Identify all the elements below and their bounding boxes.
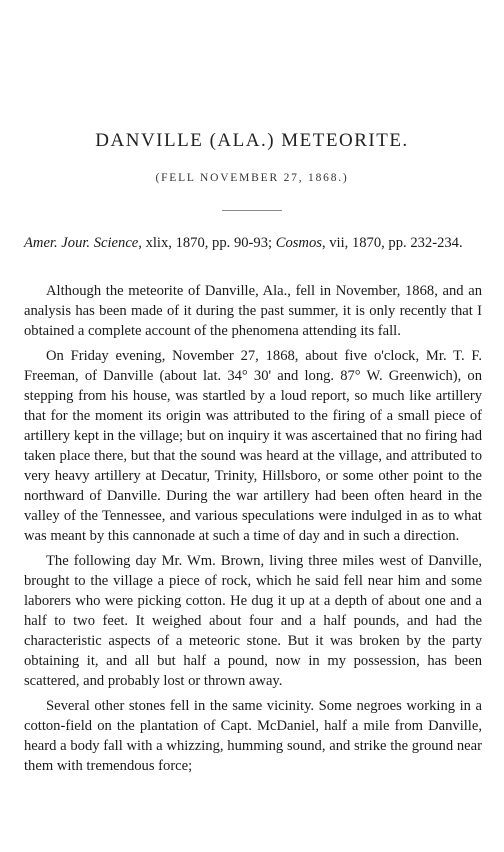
- paragraph: On Friday evening, November 27, 1868, about five o'clock, Mr. T. F. Freeman, of Danville (about lat. 34° 30' and long. 87° W. Greenwich), on stepping from his house, was startled by a loud report, so much like artillery that for the moment its origin was attributed to the firing of a small piece of artillery kept in the village; but on inquiry it was ascertained that no firing had taken place there, but that the sound was heard at the village, and attributed to very heavy artillery at Decatur, Trinity, Hillsboro, or some other point to the northward of Danville. During the war artillery had been often heard in the valley of the Tennessee, and various speculations were indulged in as to what was meant by this cannonade at such a time of day and in such a direction.: [24, 348, 482, 544]
- paragraph: Although the meteorite of Danville, Ala., fell in November, 1868, and an analysis has been made of it during the past summer, it is only recently that I obtained a complete account of the phenomena attending its fall.: [24, 283, 482, 339]
- page-subtitle: (FELL NOVEMBER 27, 1868.): [155, 172, 349, 184]
- citation: [24, 233, 482, 253]
- paragraph: Several other stones fell in the same vicinity. Some negroes working in a cotton-field on the plantation of Capt. McDaniel, half a mile from Danville, heard a body fall with a whizzing, humming sound, and strike the ground near them with tremendous force;: [24, 698, 482, 774]
- citation-ref-2: , vii, 1870, pp. 232-234.: [321, 235, 463, 251]
- divider-rule: [222, 210, 282, 211]
- paragraph: The following day Mr. Wm. Brown, living three miles west of Danville, brought to the village a piece of rock, which he said fell near him and some laborers who were picking cotton. He dug it up at a depth of about one and a half to two feet. It weighed about four and a half pounds, and had the characteristic aspects of a meteoric stone. But it was broken by the party obtaining it, and all but half a pound, now in my possession, has been scattered, and probably lost or thrown away.: [24, 553, 482, 689]
- citation-source-1: Amer. Jour. Science: [24, 235, 139, 251]
- body-text: [24, 281, 482, 781]
- page-title: DANVILLE (ALA.) METEORITE.: [95, 130, 409, 151]
- citation-source-2: Cosmos: [275, 235, 322, 251]
- citation-ref-1: , xlix, 1870, pp. 90-93;: [138, 235, 276, 251]
